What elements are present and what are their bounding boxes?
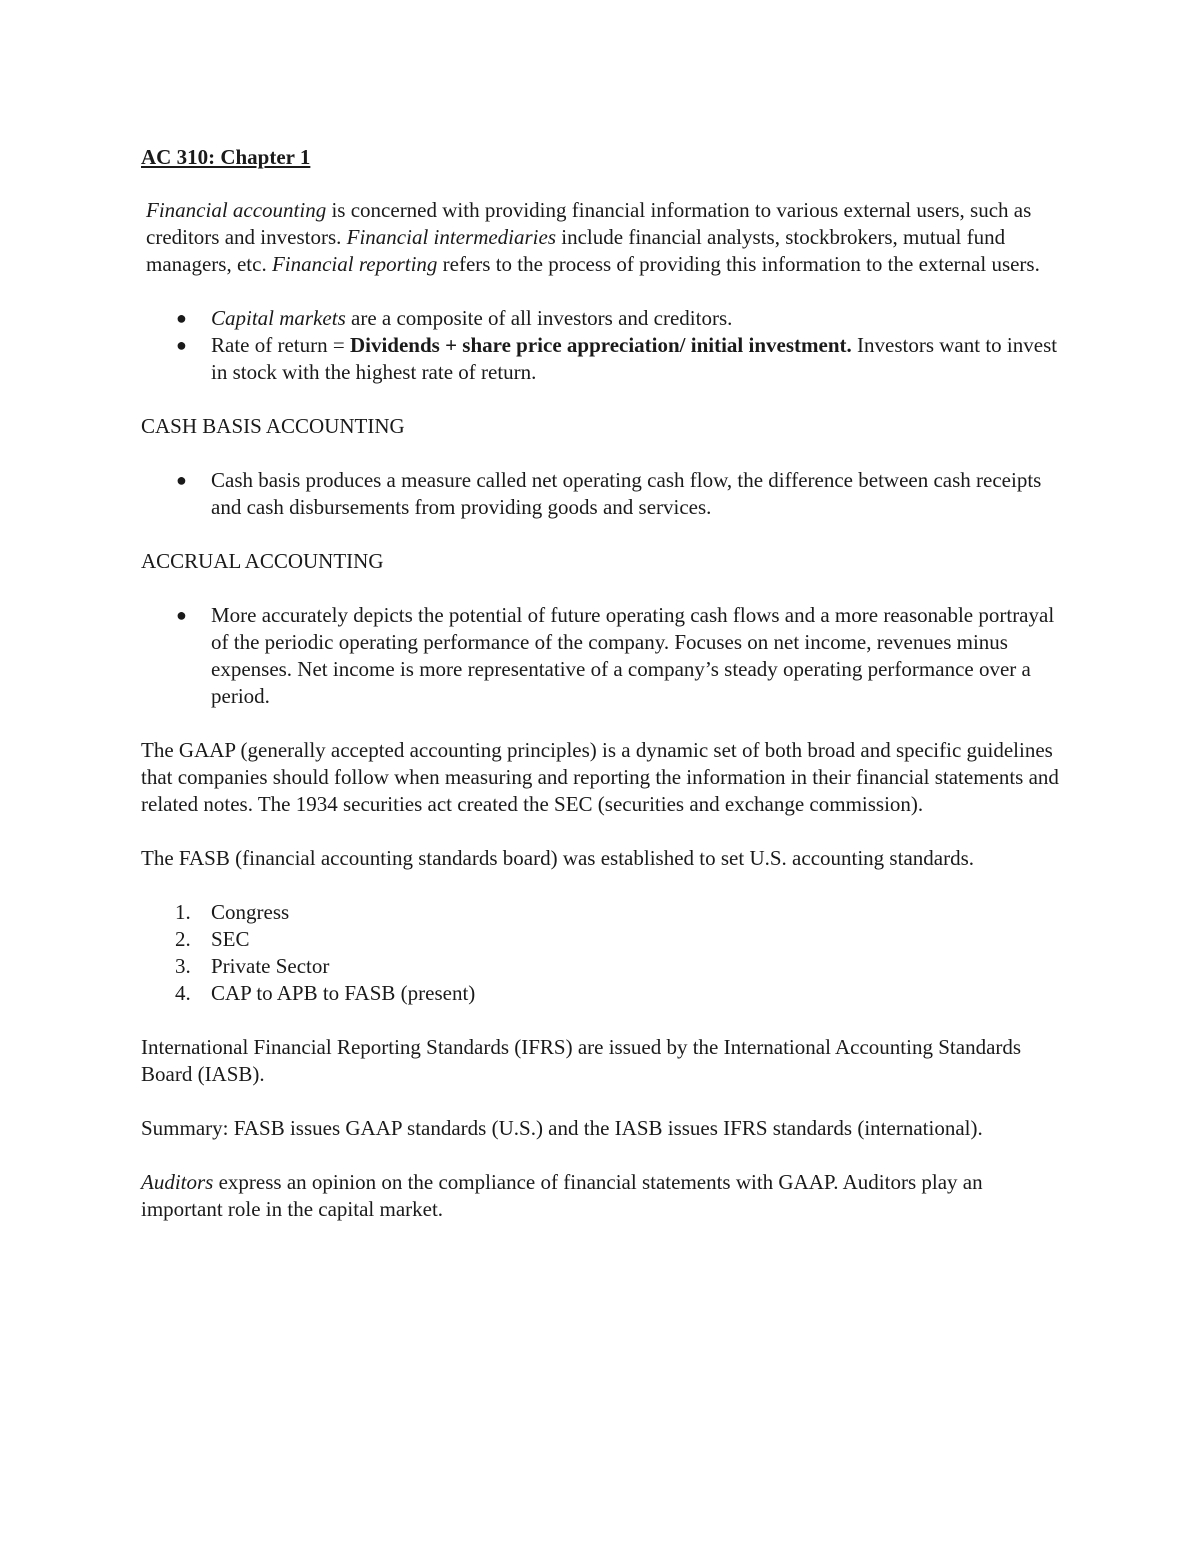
list-text: Congress [211, 900, 290, 924]
bullet-icon: ● [176, 308, 187, 328]
bullet-text: Cash basis produces a measure called net operating cash flow, the difference between cash receipts and cash disbursements from providing goods and services. [211, 468, 1042, 519]
list-item [141, 332, 1061, 386]
term-financial-reporting: Financial reporting [271, 252, 438, 276]
list-number: 3. [175, 954, 191, 978]
intro-paragraph [141, 197, 1061, 278]
capital-markets-list [141, 305, 1061, 386]
bullet-icon: ● [176, 335, 187, 355]
list-item [141, 899, 1061, 926]
numbered-list [141, 899, 1061, 1007]
intro-text-2: include financial analysts, stockbrokers, mutual fund managers, etc. [146, 225, 1006, 276]
cash-basis-heading: CASH BASIS ACCOUNTING [141, 414, 405, 438]
list-item [141, 467, 1061, 521]
list-item [141, 926, 1061, 953]
cash-basis-list [141, 467, 1061, 521]
term-auditors: Auditors [141, 1170, 214, 1194]
list-number: 4. [175, 981, 191, 1005]
bullet-text: are a composite of all investors and creditors. [345, 306, 733, 330]
intro-text-1: is concerned with providing financial information to various external users, such as creditors and investors. [146, 198, 1032, 249]
list-item [141, 980, 1061, 1007]
auditors-text: express an opinion on the compliance of financial statements with GAAP. Auditors play an important role in the capital market. [141, 1170, 983, 1221]
list-item [141, 953, 1061, 980]
list-text: CAP to APB to FASB (present) [211, 981, 476, 1005]
gaap-paragraph: The GAAP (generally accepted accounting principles) is a dynamic set of both broad and specific guidelines that companies should follow when measuring and reporting the information in their financial statements and related notes. The 1934 securities act created the SEC (securities and exchange commission). [141, 738, 1059, 816]
accrual-list [141, 602, 1061, 710]
bullet-text: Investors want to invest in stock with the highest rate of return. [211, 333, 1058, 384]
term-financial-intermediaries: Financial intermediaries [346, 225, 557, 249]
list-number: 2. [175, 927, 191, 951]
rate-of-return-formula: Dividends + share price appreciation/ initial investment. [349, 333, 852, 357]
bullet-icon: ● [176, 605, 187, 625]
term-financial-accounting: Financial accounting [146, 198, 327, 222]
term-capital-markets: Capital markets [211, 306, 346, 330]
auditors-paragraph [141, 1169, 1061, 1223]
fasb-paragraph: The FASB (financial accounting standards board) was established to set U.S. accounting standards. [141, 846, 974, 870]
list-text: SEC [211, 927, 250, 951]
bullet-text: More accurately depicts the potential of future operating cash flows and a more reasonable portrayal of the periodic operating performance of the company. Focuses on net income, revenues minus expenses. Net income is more representative of a company’s steady operating performance over a period. [211, 603, 1055, 708]
list-item [141, 305, 1061, 332]
rate-of-return-label: Rate of return = [211, 333, 350, 357]
bullet-icon: ● [176, 470, 187, 490]
document-body [141, 140, 1061, 1250]
document-title: AC 310: Chapter 1 [141, 145, 311, 169]
list-text: Private Sector [211, 954, 330, 978]
list-item [141, 602, 1061, 710]
ifrs-paragraph: International Financial Reporting Standards (IFRS) are issued by the International Accounting Standards Board (IASB). [141, 1035, 1022, 1086]
list-number: 1. [175, 900, 191, 924]
summary-paragraph: Summary: FASB issues GAAP standards (U.S.) and the IASB issues IFRS standards (international). [141, 1116, 983, 1140]
accrual-heading: ACCRUAL ACCOUNTING [141, 549, 384, 573]
intro-text-3: refers to the process of providing this information to the external users. [437, 252, 1040, 276]
